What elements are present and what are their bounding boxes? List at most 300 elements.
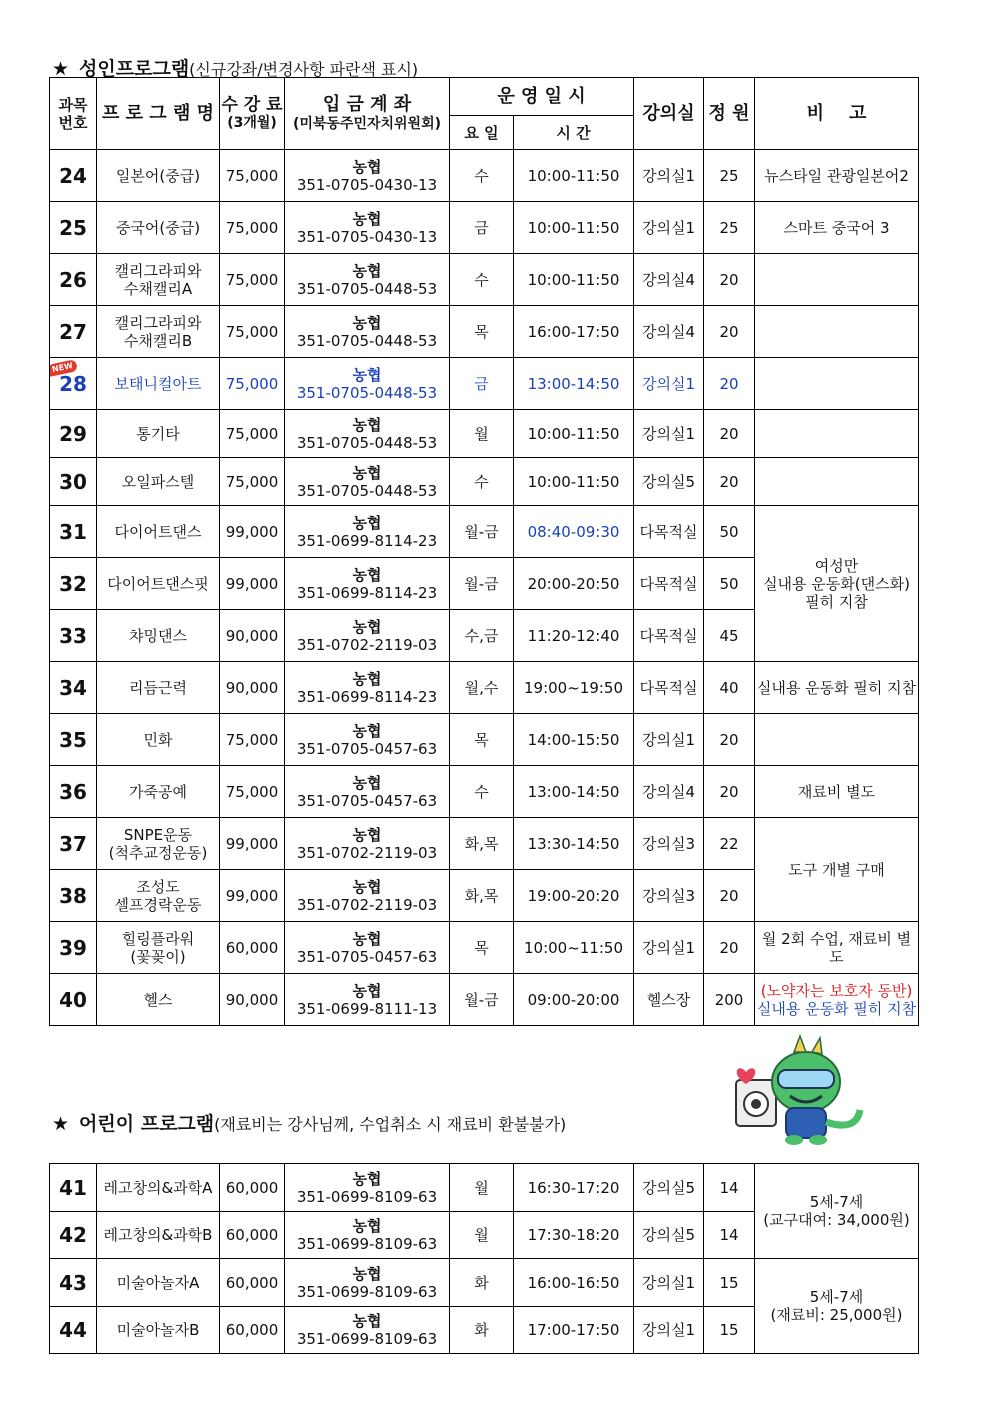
capacity: 20	[704, 306, 755, 358]
day: 수	[450, 766, 514, 818]
header-day: 요 일	[450, 116, 514, 150]
course-number	[50, 1164, 97, 1212]
bank-name: 농협	[352, 773, 382, 792]
account-number: 351-0705-0448-53	[296, 433, 438, 452]
time: 13:30-14:50	[514, 818, 634, 870]
star-icon: ★	[52, 1113, 70, 1135]
table-row	[50, 974, 919, 1026]
table-row	[50, 714, 919, 766]
account-number: 351-0699-8109-63	[296, 1330, 438, 1348]
time: 19:00-20:20	[514, 870, 634, 922]
fee: 90,000	[220, 610, 285, 662]
room: 강의실1	[634, 1259, 704, 1307]
program-name-line: 힐링플라워	[121, 929, 195, 948]
table-row	[50, 506, 919, 558]
bank-name: 농협	[352, 365, 382, 384]
account	[285, 1164, 450, 1212]
remark: 실내용 운동화 필히 지참	[755, 662, 919, 714]
remark-line: 필히 지참	[805, 592, 868, 611]
course-number	[50, 974, 97, 1026]
account-number: 351-0705-0457-63	[296, 791, 438, 810]
room: 다목적실	[634, 506, 704, 558]
fee: 75,000	[220, 714, 285, 766]
program-name-line: 조성도	[136, 877, 180, 896]
course-number	[50, 410, 97, 458]
account	[285, 506, 450, 558]
remark-merged	[755, 506, 919, 662]
program-name: 보태니컬아트	[97, 358, 220, 410]
fee: 75,000	[220, 458, 285, 506]
time: 17:00-17:50	[514, 1307, 634, 1354]
day: 월-금	[450, 558, 514, 610]
account-number: 351-0699-8114-23	[296, 687, 438, 706]
remark-merged	[755, 1259, 919, 1354]
bank-name: 농협	[352, 261, 382, 280]
day: 목	[450, 306, 514, 358]
time: 11:20-12:40	[514, 610, 634, 662]
program-name-line: (척추교정운동)	[108, 843, 208, 862]
bank-name: 농협	[352, 1264, 382, 1283]
capacity: 15	[704, 1259, 755, 1307]
fee: 75,000	[220, 306, 285, 358]
course-number-text: 37	[59, 831, 87, 856]
account	[285, 254, 450, 306]
remark-line: 실내용 운동화 필히 지참	[756, 999, 917, 1018]
account	[285, 1259, 450, 1307]
bank-name: 농협	[352, 209, 382, 228]
capacity: 14	[704, 1164, 755, 1212]
capacity: 20	[704, 254, 755, 306]
day: 화,목	[450, 870, 514, 922]
course-number	[50, 766, 97, 818]
room: 강의실5	[634, 1212, 704, 1259]
header-schedule: 운 영 일 시	[450, 78, 634, 116]
program-name: 오일파스텔	[97, 458, 220, 506]
program-name	[97, 818, 220, 870]
capacity: 22	[704, 818, 755, 870]
time: 14:00-15:50	[514, 714, 634, 766]
bank-name: 농협	[352, 669, 382, 688]
capacity: 20	[704, 714, 755, 766]
bank-name: 농협	[352, 981, 382, 1000]
fee: 90,000	[220, 662, 285, 714]
account	[285, 202, 450, 254]
remark	[755, 358, 919, 410]
bank-name: 농협	[352, 415, 382, 434]
day: 월-금	[450, 506, 514, 558]
account	[285, 306, 450, 358]
day: 수	[450, 150, 514, 202]
program-name-line: 캘리그라피와	[114, 261, 202, 280]
bank-name: 농협	[352, 721, 382, 740]
capacity: 25	[704, 202, 755, 254]
remark-line: (교구대여: 34,000원)	[763, 1211, 910, 1229]
account	[285, 922, 450, 974]
account-number: 351-0699-8109-63	[296, 1235, 438, 1253]
table-row	[50, 458, 919, 506]
day: 월-금	[450, 974, 514, 1026]
room: 강의실5	[634, 1164, 704, 1212]
adult-title-text: 성인프로그램	[79, 58, 190, 80]
account	[285, 974, 450, 1026]
table-row	[50, 922, 919, 974]
remark-line: 5세-7세	[809, 1193, 864, 1211]
star-icon: ★	[52, 58, 70, 80]
account	[285, 1212, 450, 1259]
time: 13:00-14:50	[514, 358, 634, 410]
program-name: 통기타	[97, 410, 220, 458]
account-number: 351-0699-8114-23	[296, 531, 438, 550]
room: 강의실3	[634, 870, 704, 922]
course-number-text: 28	[59, 371, 87, 396]
course-number	[50, 506, 97, 558]
capacity: 45	[704, 610, 755, 662]
remark-warning: (노약자는 보호자 동반)	[760, 981, 913, 1000]
capacity: 20	[704, 870, 755, 922]
remark-line: 도구 개별 구매	[788, 860, 885, 879]
time: 10:00-11:50	[514, 410, 634, 458]
room: 강의실4	[634, 306, 704, 358]
table-row	[50, 306, 919, 358]
bank-name: 농협	[352, 1217, 382, 1235]
course-number	[50, 714, 97, 766]
remark: 스마트 중국어 3	[755, 202, 919, 254]
account	[285, 410, 450, 458]
day: 수	[450, 458, 514, 506]
fee: 75,000	[220, 254, 285, 306]
program-name: 중국어(중급)	[97, 202, 220, 254]
course-number	[50, 1307, 97, 1354]
course-number	[50, 306, 97, 358]
time: 10:00-11:50	[514, 458, 634, 506]
bank-name: 농협	[352, 1312, 382, 1330]
day: 목	[450, 714, 514, 766]
course-number	[50, 558, 97, 610]
course-number	[50, 254, 97, 306]
header-capacity: 정 원	[704, 78, 755, 150]
course-number-text: 36	[59, 779, 87, 804]
capacity: 14	[704, 1212, 755, 1259]
day: 화	[450, 1259, 514, 1307]
table-row	[50, 662, 919, 714]
course-number-text: 25	[59, 215, 87, 240]
fee: 60,000	[220, 922, 285, 974]
course-number-text: 30	[59, 469, 87, 494]
program-name	[97, 254, 220, 306]
remark-merged	[755, 1164, 919, 1259]
room: 강의실1	[634, 358, 704, 410]
account-number: 351-0702-2119-03	[296, 843, 438, 862]
fee: 60,000	[220, 1164, 285, 1212]
course-number-text: 43	[59, 1270, 87, 1295]
table-row	[50, 766, 919, 818]
course-number	[50, 458, 97, 506]
adult-program-table	[49, 77, 919, 1026]
program-name: 레고창의&과학A	[97, 1164, 220, 1212]
account-number: 351-0705-0457-63	[296, 739, 438, 758]
remark	[755, 714, 919, 766]
time: 08:40-09:30	[514, 506, 634, 558]
remark-line: (재료비: 25,000원)	[770, 1306, 903, 1324]
account	[285, 458, 450, 506]
course-number-text: 31	[59, 519, 87, 544]
capacity: 40	[704, 662, 755, 714]
time: 10:00-11:50	[514, 202, 634, 254]
account-number: 351-0705-0430-13	[296, 227, 438, 246]
adult-subtitle: (신규강좌/변경사항 파란색 표시)	[189, 60, 419, 79]
capacity: 20	[704, 922, 755, 974]
course-number-text: 40	[59, 987, 87, 1012]
fee: 99,000	[220, 558, 285, 610]
program-name: 챠밍댄스	[97, 610, 220, 662]
remark	[755, 410, 919, 458]
kids-title-text: 어린이 프로그램	[79, 1113, 215, 1135]
course-number	[50, 922, 97, 974]
day: 화,목	[450, 818, 514, 870]
course-number-text: 27	[59, 319, 87, 344]
capacity: 50	[704, 558, 755, 610]
table-row	[50, 410, 919, 458]
header-program: 프 로 그 램 명	[97, 78, 220, 150]
table-row	[50, 150, 919, 202]
course-number-text: 29	[59, 421, 87, 446]
room: 강의실1	[634, 1307, 704, 1354]
header-remark: 비 고	[755, 78, 919, 150]
fee: 60,000	[220, 1307, 285, 1354]
time: 16:00-16:50	[514, 1259, 634, 1307]
program-name: 가죽공예	[97, 766, 220, 818]
room: 강의실1	[634, 922, 704, 974]
account-number: 351-0699-8111-13	[296, 999, 438, 1018]
remark-line: 5세-7세	[809, 1288, 864, 1306]
account	[285, 558, 450, 610]
program-name: 민화	[97, 714, 220, 766]
remark	[755, 254, 919, 306]
room: 강의실5	[634, 458, 704, 506]
day: 월,수	[450, 662, 514, 714]
bank-name: 농협	[352, 929, 382, 948]
course-number	[50, 610, 97, 662]
program-name: 리듬근력	[97, 662, 220, 714]
day: 수,금	[450, 610, 514, 662]
room: 다목적실	[634, 610, 704, 662]
account-number: 351-0699-8109-63	[296, 1282, 438, 1301]
remark: 재료비 별도	[755, 766, 919, 818]
course-number-text: 44	[59, 1318, 87, 1342]
kids-subtitle: (재료비는 강사님께, 수업취소 시 재료비 환불불가)	[214, 1115, 567, 1134]
day: 금	[450, 358, 514, 410]
program-name	[97, 306, 220, 358]
fee: 75,000	[220, 766, 285, 818]
bank-name: 농협	[352, 565, 382, 584]
account	[285, 150, 450, 202]
remark-merged	[755, 818, 919, 922]
remark	[755, 974, 919, 1026]
course-number-text: 26	[59, 267, 87, 292]
capacity: 200	[704, 974, 755, 1026]
program-name: 일본어(중급)	[97, 150, 220, 202]
bank-name: 농협	[352, 313, 382, 332]
time: 17:30-18:20	[514, 1212, 634, 1259]
capacity: 20	[704, 458, 755, 506]
bank-name: 농협	[352, 463, 382, 482]
room: 강의실4	[634, 766, 704, 818]
fee: 60,000	[220, 1259, 285, 1307]
header-fee: 수 강 료 (3개월)	[220, 78, 285, 150]
course-number	[50, 1212, 97, 1259]
capacity: 20	[704, 410, 755, 458]
time: 20:00-20:50	[514, 558, 634, 610]
table-row	[50, 1164, 919, 1212]
course-number-text: 34	[59, 675, 87, 700]
room: 강의실3	[634, 818, 704, 870]
course-number-text: 35	[59, 727, 87, 752]
time: 16:30-17:20	[514, 1164, 634, 1212]
fee: 75,000	[220, 358, 285, 410]
room: 강의실4	[634, 254, 704, 306]
fee: 75,000	[220, 410, 285, 458]
bank-name: 농협	[352, 513, 382, 532]
remark-line: 실내용 운동화(댄스화)	[763, 574, 910, 593]
time: 16:00-17:50	[514, 306, 634, 358]
day: 수	[450, 254, 514, 306]
program-name-line: 수채캘리B	[123, 331, 193, 350]
time: 10:00-11:50	[514, 254, 634, 306]
time: 19:00~19:50	[514, 662, 634, 714]
header-room: 강의실	[634, 78, 704, 150]
program-name	[97, 922, 220, 974]
course-number-text: 41	[59, 1175, 87, 1200]
account-number: 351-0702-2119-03	[296, 895, 438, 914]
remark: 뉴스타일 관광일본어2	[755, 150, 919, 202]
course-number	[50, 662, 97, 714]
account	[285, 1307, 450, 1354]
course-number	[50, 358, 97, 410]
account	[285, 714, 450, 766]
course-number	[50, 1259, 97, 1307]
remark	[755, 306, 919, 358]
account-number: 351-0705-0448-53	[296, 331, 438, 350]
fee: 60,000	[220, 1212, 285, 1259]
day: 목	[450, 922, 514, 974]
capacity: 15	[704, 1307, 755, 1354]
bank-name: 농협	[352, 877, 382, 896]
room: 강의실1	[634, 202, 704, 254]
course-number	[50, 870, 97, 922]
time: 13:00-14:50	[514, 766, 634, 818]
capacity: 25	[704, 150, 755, 202]
day: 금	[450, 202, 514, 254]
program-name-line: 캘리그라피와	[114, 313, 202, 332]
course-number-text: 39	[59, 935, 87, 960]
account-number: 351-0705-0430-13	[296, 175, 438, 194]
course-number	[50, 150, 97, 202]
kids-section-title	[52, 1109, 566, 1136]
capacity: 20	[704, 766, 755, 818]
program-name-line: SNPE운동	[123, 825, 193, 844]
account-number: 351-0705-0457-63	[296, 947, 438, 966]
table-row	[50, 818, 919, 870]
account	[285, 358, 450, 410]
table-row	[50, 358, 919, 410]
remark: 월 2회 수업, 재료비 별도	[755, 922, 919, 974]
time: 09:00-20:00	[514, 974, 634, 1026]
room: 강의실1	[634, 714, 704, 766]
course-number-text: 38	[59, 883, 87, 908]
day: 화	[450, 1307, 514, 1354]
program-name-line: 수채캘리A	[123, 279, 193, 298]
program-name: 미술아놀자A	[97, 1259, 220, 1307]
program-name-line: (꽃꽂이)	[130, 947, 186, 966]
account	[285, 870, 450, 922]
account	[285, 766, 450, 818]
account	[285, 610, 450, 662]
program-name: 헬스	[97, 974, 220, 1026]
room: 다목적실	[634, 558, 704, 610]
table-row	[50, 202, 919, 254]
header-account: 입 금 계 좌 (미북동주민자치위원회)	[285, 78, 450, 150]
course-number-text: 33	[59, 623, 87, 648]
fee: 75,000	[220, 202, 285, 254]
capacity: 20	[704, 358, 755, 410]
program-name-line: 셀프경락운동	[114, 895, 202, 914]
room: 다목적실	[634, 662, 704, 714]
capacity: 50	[704, 506, 755, 558]
course-number-text: 24	[59, 163, 87, 188]
account-number: 351-0699-8109-63	[296, 1187, 438, 1206]
program-name: 다이어트댄스핏	[97, 558, 220, 610]
bank-name: 농협	[352, 1169, 382, 1188]
fee: 99,000	[220, 506, 285, 558]
header-time: 시 간	[514, 116, 634, 150]
day: 월	[450, 410, 514, 458]
course-number	[50, 202, 97, 254]
fee: 99,000	[220, 870, 285, 922]
header-no: 과목 번호	[50, 78, 97, 150]
bank-name: 농협	[352, 617, 382, 636]
account	[285, 662, 450, 714]
kids-program-table	[49, 1163, 919, 1354]
remark-line: 여성만	[814, 556, 859, 575]
program-name: 미술아놀자B	[97, 1307, 220, 1354]
table-row	[50, 254, 919, 306]
program-name	[97, 870, 220, 922]
new-badge: NEW	[50, 359, 78, 376]
dragon-mascot-illustration	[728, 1032, 868, 1147]
table-row	[50, 1259, 919, 1307]
bank-name: 농협	[352, 825, 382, 844]
day: 월	[450, 1164, 514, 1212]
account-number: 351-0702-2119-03	[296, 635, 438, 654]
program-name: 레고창의&과학B	[97, 1212, 220, 1259]
remark	[755, 458, 919, 506]
fee: 99,000	[220, 818, 285, 870]
bank-name: 농협	[352, 157, 382, 176]
fee: 90,000	[220, 974, 285, 1026]
day: 월	[450, 1212, 514, 1259]
account-number: 351-0699-8114-23	[296, 583, 438, 602]
course-number-text: 32	[59, 571, 87, 596]
account	[285, 818, 450, 870]
program-name: 다이어트댄스	[97, 506, 220, 558]
account-number: 351-0705-0448-53	[296, 279, 438, 298]
room: 강의실1	[634, 150, 704, 202]
account-number: 351-0705-0448-53	[296, 481, 438, 500]
fee: 75,000	[220, 150, 285, 202]
time: 10:00-11:50	[514, 150, 634, 202]
course-number-text: 42	[59, 1223, 87, 1247]
room: 헬스장	[634, 974, 704, 1026]
